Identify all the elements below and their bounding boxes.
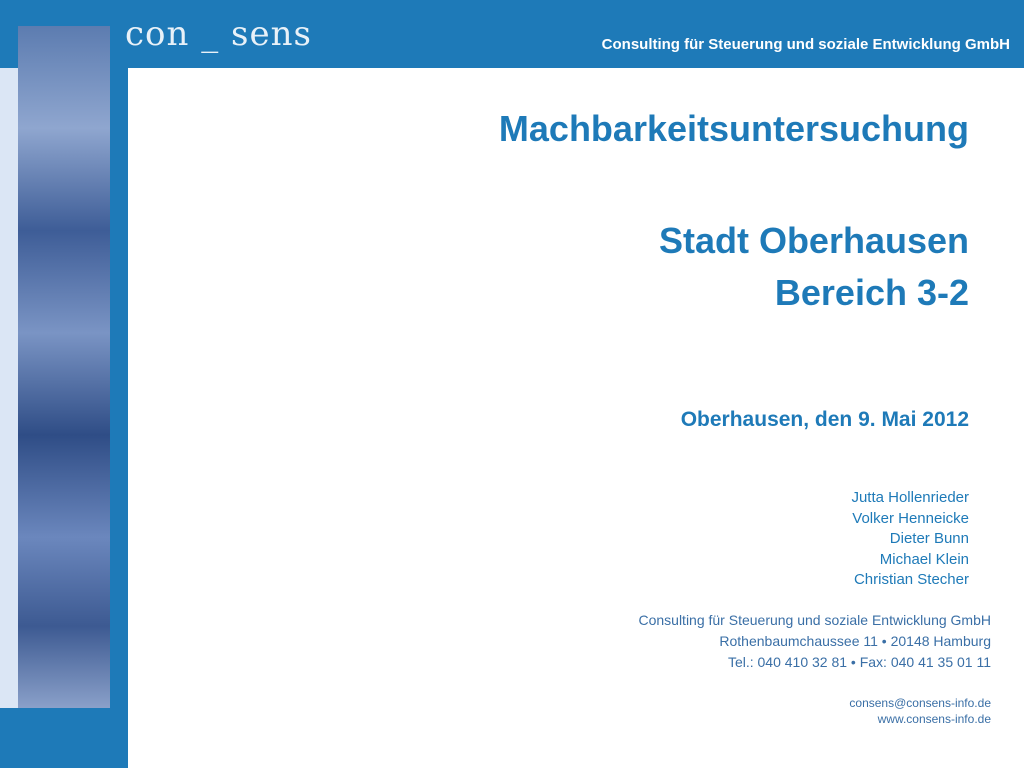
title-line-1: Machbarkeitsuntersuchung: [498, 108, 969, 149]
contact-email[interactable]: consens@consens-info.de: [849, 696, 991, 710]
contact-website[interactable]: www.consens-info.de: [877, 712, 991, 726]
author-name: Jutta Hollenrieder: [851, 489, 969, 506]
web-block: [849, 695, 991, 727]
contact-company: Consulting für Steuerung und soziale Entwicklung GmbH: [638, 612, 991, 628]
author-name: Christian Stecher: [853, 571, 969, 588]
date-line: Oberhausen, den 9. Mai 2012: [680, 408, 969, 431]
logo: con _ sens: [125, 14, 312, 54]
author-name: Dieter Bunn: [889, 530, 969, 547]
author-name: Volker Henneicke: [852, 509, 969, 527]
contact-block: [638, 610, 991, 673]
title-line-3: Bereich 3-2: [774, 272, 969, 313]
side-image: [18, 26, 110, 708]
author-list: [851, 488, 969, 591]
left-band-light: [0, 68, 18, 708]
title-line-2: Stadt Oberhausen: [658, 220, 969, 261]
header-tagline: Consulting für Steuerung und soziale Entwicklung GmbH: [601, 36, 1010, 53]
author-name: Michael Klein: [879, 550, 969, 568]
contact-address: Rothenbaumchaussee 11 • 20148 Hamburg: [719, 633, 991, 649]
contact-phone: Tel.: 040 410 32 81 • Fax: 040 41 35 01 11: [727, 654, 991, 670]
